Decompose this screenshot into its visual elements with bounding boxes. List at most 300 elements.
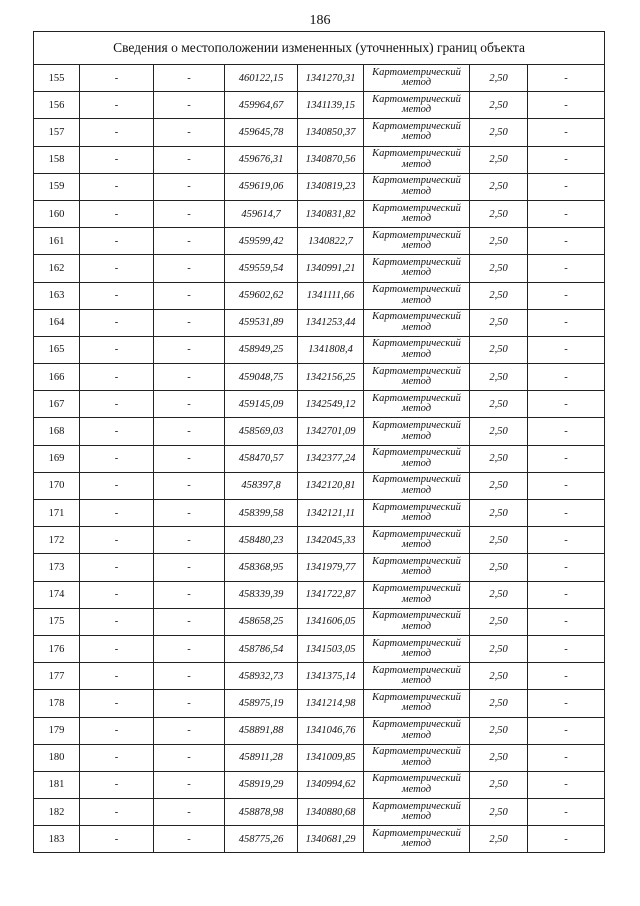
note-cell: - [528,255,605,282]
method-line: Картометрический [372,365,461,377]
coordinate-x-cell: 458569,03 [225,418,298,445]
point-number-cell: 159 [34,173,80,200]
dash-cell: - [154,500,225,527]
table-row [34,635,605,662]
point-number-cell: 179 [34,717,80,744]
note-cell: - [528,799,605,826]
note-cell: - [528,391,605,418]
coordinate-y-cell: 1342701,09 [298,418,364,445]
dash-cell: - [154,717,225,744]
dash-cell: - [80,635,154,662]
method-cell [364,608,470,635]
dash-cell: - [80,554,154,581]
accuracy-cell: 2,50 [470,391,528,418]
point-number-cell: 160 [34,200,80,227]
method-line: метод [401,675,432,687]
note-cell: - [528,826,605,853]
method-line: Картометрический [372,664,461,676]
coordinate-x-cell: 458911,28 [225,744,298,771]
coordinate-y-cell: 1341253,44 [298,309,364,336]
table-row [34,92,605,119]
point-number-cell: 167 [34,391,80,418]
accuracy-cell: 2,50 [470,826,528,853]
dash-cell: - [80,65,154,92]
point-number-cell: 168 [34,418,80,445]
dash-cell: - [80,826,154,853]
coordinate-x-cell: 458975,19 [225,690,298,717]
table-row [34,173,605,200]
accuracy-cell: 2,50 [470,581,528,608]
dash-cell: - [154,364,225,391]
method-line: Картометрический [372,746,461,758]
accuracy-cell: 2,50 [470,635,528,662]
accuracy-cell: 2,50 [470,608,528,635]
coordinate-y-cell: 1341046,76 [298,717,364,744]
accuracy-cell: 2,50 [470,418,528,445]
method-line: Картометрический [372,93,461,105]
method-line: метод [401,620,432,632]
table-row [34,608,605,635]
accuracy-cell: 2,50 [470,282,528,309]
method-cell [364,146,470,173]
coordinate-y-cell: 1340880,68 [298,799,364,826]
coordinate-y-cell: 1341214,98 [298,690,364,717]
dash-cell: - [154,65,225,92]
method-line: метод [401,484,432,496]
coordinate-x-cell: 459676,31 [225,146,298,173]
dash-cell: - [154,255,225,282]
dash-cell: - [154,635,225,662]
table-row [34,690,605,717]
method-line: Картометрический [372,120,461,132]
table-row [34,336,605,363]
note-cell: - [528,364,605,391]
accuracy-cell: 2,50 [470,200,528,227]
note-cell: - [528,500,605,527]
coordinate-x-cell: 458470,57 [225,445,298,472]
note-cell: - [528,717,605,744]
dash-cell: - [154,146,225,173]
dash-cell: - [80,228,154,255]
method-line: Картометрический [372,637,461,649]
accuracy-cell: 2,50 [470,65,528,92]
point-number-cell: 155 [34,65,80,92]
point-number-cell: 180 [34,744,80,771]
accuracy-cell: 2,50 [470,92,528,119]
method-line: Картометрический [372,175,461,187]
dash-cell: - [80,309,154,336]
dash-cell: - [154,173,225,200]
point-number-cell: 170 [34,472,80,499]
method-line: метод [401,702,432,714]
table-body [34,65,605,853]
dash-cell: - [80,744,154,771]
dash-cell: - [154,119,225,146]
method-line: Картометрический [372,773,461,785]
method-line: Картометрический [372,229,461,241]
method-line: Картометрический [372,528,461,540]
point-number-cell: 173 [34,554,80,581]
point-number-cell: 176 [34,635,80,662]
method-line: Картометрический [372,800,461,812]
table-row [34,771,605,798]
point-number-cell: 175 [34,608,80,635]
coordinate-x-cell: 459599,42 [225,228,298,255]
method-line: метод [401,77,432,89]
dash-cell: - [154,663,225,690]
point-number-cell: 157 [34,119,80,146]
coordinate-y-cell: 1341375,14 [298,663,364,690]
dash-cell: - [154,200,225,227]
method-cell [364,799,470,826]
accuracy-cell: 2,50 [470,364,528,391]
coordinate-y-cell: 1342156,25 [298,364,364,391]
dash-cell: - [80,472,154,499]
dash-cell: - [80,663,154,690]
method-line: Картометрический [372,610,461,622]
method-line: Картометрический [372,392,461,404]
note-cell: - [528,336,605,363]
note-cell: - [528,744,605,771]
note-cell: - [528,173,605,200]
method-cell [364,826,470,853]
method-cell [364,445,470,472]
method-line: метод [401,811,432,823]
method-line: метод [401,838,432,850]
method-line: Картометрический [372,202,461,214]
coordinate-y-cell: 1341606,05 [298,608,364,635]
coordinate-x-cell: 458658,25 [225,608,298,635]
table-row [34,391,605,418]
method-line: Картометрический [372,719,461,731]
dash-cell: - [154,391,225,418]
accuracy-cell: 2,50 [470,527,528,554]
coordinate-x-cell: 458339,39 [225,581,298,608]
method-line: метод [401,158,432,170]
boundary-coordinates-table [33,31,605,853]
dash-cell: - [80,418,154,445]
coordinate-y-cell: 1340831,82 [298,200,364,227]
note-cell: - [528,200,605,227]
point-number-cell: 163 [34,282,80,309]
table-title: Сведения о местоположении измененных (уточненных) границ объекта [34,32,605,65]
table-row [34,826,605,853]
note-cell: - [528,771,605,798]
table-row [34,200,605,227]
method-cell [364,418,470,445]
dash-cell: - [154,445,225,472]
dash-cell: - [154,826,225,853]
method-line: метод [401,104,432,116]
method-line: метод [401,267,432,279]
coordinate-y-cell: 1341979,77 [298,554,364,581]
accuracy-cell: 2,50 [470,500,528,527]
table-row [34,418,605,445]
dash-cell: - [154,92,225,119]
table-row [34,744,605,771]
dash-cell: - [154,282,225,309]
table-row [34,799,605,826]
coordinate-y-cell: 1342377,24 [298,445,364,472]
dash-cell: - [80,92,154,119]
method-cell [364,771,470,798]
method-cell [364,472,470,499]
dash-cell: - [154,527,225,554]
coordinate-x-cell: 459145,09 [225,391,298,418]
method-cell [364,309,470,336]
accuracy-cell: 2,50 [470,173,528,200]
point-number-cell: 162 [34,255,80,282]
note-cell: - [528,635,605,662]
table-row [34,581,605,608]
table-row [34,282,605,309]
dash-cell: - [154,554,225,581]
dash-cell: - [80,364,154,391]
coordinate-y-cell: 1341270,31 [298,65,364,92]
coordinate-x-cell: 459602,62 [225,282,298,309]
coordinate-y-cell: 1340850,37 [298,119,364,146]
dash-cell: - [154,690,225,717]
method-line: метод [401,185,432,197]
coordinate-x-cell: 459559,54 [225,255,298,282]
note-cell: - [528,309,605,336]
dash-cell: - [80,690,154,717]
point-number-cell: 169 [34,445,80,472]
method-cell [364,581,470,608]
method-cell [364,663,470,690]
dash-cell: - [80,391,154,418]
method-line: Картометрический [372,827,461,839]
note-cell: - [528,282,605,309]
coordinate-x-cell: 460122,15 [225,65,298,92]
dash-cell: - [80,799,154,826]
method-line: метод [401,430,432,442]
dash-cell: - [154,608,225,635]
coordinate-x-cell: 458480,23 [225,527,298,554]
dash-cell: - [80,500,154,527]
method-line: Картометрический [372,474,461,486]
accuracy-cell: 2,50 [470,228,528,255]
coordinate-x-cell: 458919,29 [225,771,298,798]
method-line: Картометрический [372,691,461,703]
method-line: метод [401,783,432,795]
accuracy-cell: 2,50 [470,119,528,146]
accuracy-cell: 2,50 [470,771,528,798]
note-cell: - [528,65,605,92]
point-number-cell: 172 [34,527,80,554]
accuracy-cell: 2,50 [470,336,528,363]
method-cell [364,92,470,119]
accuracy-cell: 2,50 [470,309,528,336]
coordinate-x-cell: 458878,98 [225,799,298,826]
table-row [34,228,605,255]
coordinate-x-cell: 459619,06 [225,173,298,200]
dash-cell: - [80,527,154,554]
dash-cell: - [80,146,154,173]
note-cell: - [528,581,605,608]
table-row [34,255,605,282]
dash-cell: - [80,200,154,227]
point-number-cell: 174 [34,581,80,608]
point-number-cell: 164 [34,309,80,336]
table-row [34,527,605,554]
dash-cell: - [154,744,225,771]
table-row [34,65,605,92]
dash-cell: - [154,336,225,363]
method-cell [364,744,470,771]
coordinate-x-cell: 458775,26 [225,826,298,853]
method-line: метод [401,566,432,578]
dash-cell: - [80,119,154,146]
coordinate-y-cell: 1342045,33 [298,527,364,554]
page-number: 186 [309,13,331,28]
dash-cell: - [80,282,154,309]
coordinate-y-cell: 1341111,66 [298,282,364,309]
note-cell: - [528,92,605,119]
dash-cell: - [80,717,154,744]
note-cell: - [528,554,605,581]
point-number-cell: 158 [34,146,80,173]
accuracy-cell: 2,50 [470,146,528,173]
point-number-cell: 182 [34,799,80,826]
table-row [34,663,605,690]
coordinate-y-cell: 1340819,23 [298,173,364,200]
method-cell [364,228,470,255]
dash-cell: - [80,608,154,635]
dash-cell: - [154,228,225,255]
coordinate-x-cell: 458399,58 [225,500,298,527]
method-line: метод [401,512,432,524]
coordinate-y-cell: 1341009,85 [298,744,364,771]
method-line: метод [401,648,432,660]
coordinate-x-cell: 458786,54 [225,635,298,662]
note-cell: - [528,146,605,173]
coordinate-y-cell: 1342549,12 [298,391,364,418]
table-row [34,717,605,744]
method-line: метод [401,294,432,306]
coordinate-x-cell: 458932,73 [225,663,298,690]
coordinate-y-cell: 1340991,21 [298,255,364,282]
coordinate-y-cell: 1342121,11 [298,500,364,527]
point-number-cell: 183 [34,826,80,853]
method-cell [364,554,470,581]
note-cell: - [528,527,605,554]
point-number-cell: 181 [34,771,80,798]
coordinate-y-cell: 1340994,62 [298,771,364,798]
dash-cell: - [154,771,225,798]
method-line: метод [401,131,432,143]
accuracy-cell: 2,50 [470,744,528,771]
coordinate-x-cell: 459645,78 [225,119,298,146]
coordinate-y-cell: 1341139,15 [298,92,364,119]
dash-cell: - [154,799,225,826]
method-cell [364,690,470,717]
method-line: Картометрический [372,420,461,432]
method-line: метод [401,403,432,415]
note-cell: - [528,228,605,255]
method-cell [364,527,470,554]
point-number-cell: 171 [34,500,80,527]
method-line: метод [401,756,432,768]
method-cell [364,364,470,391]
method-cell [364,255,470,282]
table-row [34,445,605,472]
coordinate-y-cell: 1340681,29 [298,826,364,853]
accuracy-cell: 2,50 [470,690,528,717]
method-line: Картометрический [372,338,461,350]
coordinate-y-cell: 1341722,87 [298,581,364,608]
method-line: метод [401,729,432,741]
method-line: Картометрический [372,148,461,160]
point-number-cell: 165 [34,336,80,363]
note-cell: - [528,472,605,499]
coordinate-x-cell: 458368,95 [225,554,298,581]
coordinate-x-cell: 459048,75 [225,364,298,391]
coordinate-y-cell: 1341808,4 [298,336,364,363]
method-cell [364,65,470,92]
dash-cell: - [80,255,154,282]
method-line: Картометрический [372,501,461,513]
note-cell: - [528,445,605,472]
note-cell: - [528,418,605,445]
coordinate-x-cell: 459964,67 [225,92,298,119]
dash-cell: - [80,173,154,200]
point-number-cell: 161 [34,228,80,255]
coordinate-x-cell: 458397,8 [225,472,298,499]
accuracy-cell: 2,50 [470,445,528,472]
method-line: метод [401,593,432,605]
accuracy-cell: 2,50 [470,554,528,581]
table-row [34,554,605,581]
accuracy-cell: 2,50 [470,472,528,499]
point-number-cell: 177 [34,663,80,690]
point-number-cell: 156 [34,92,80,119]
coordinate-y-cell: 1340822,7 [298,228,364,255]
method-line: метод [401,539,432,551]
method-line: метод [401,321,432,333]
dash-cell: - [80,445,154,472]
accuracy-cell: 2,50 [470,255,528,282]
table-row [34,364,605,391]
method-line: метод [401,376,432,388]
note-cell: - [528,690,605,717]
method-line: метод [401,348,432,360]
method-cell [364,119,470,146]
dash-cell: - [80,581,154,608]
accuracy-cell: 2,50 [470,663,528,690]
point-number-cell: 178 [34,690,80,717]
coordinate-y-cell: 1342120,81 [298,472,364,499]
dash-cell: - [154,472,225,499]
note-cell: - [528,119,605,146]
method-line: метод [401,213,432,225]
method-line: Картометрический [372,555,461,567]
dash-cell: - [154,418,225,445]
dash-cell: - [154,309,225,336]
method-line: Картометрический [372,284,461,296]
note-cell: - [528,608,605,635]
method-cell [364,336,470,363]
table-row [34,309,605,336]
table-row [34,119,605,146]
method-cell [364,635,470,662]
coordinate-y-cell: 1340870,56 [298,146,364,173]
coordinate-x-cell: 458891,88 [225,717,298,744]
dash-cell: - [80,336,154,363]
method-line: метод [401,457,432,469]
method-cell [364,391,470,418]
accuracy-cell: 2,50 [470,717,528,744]
